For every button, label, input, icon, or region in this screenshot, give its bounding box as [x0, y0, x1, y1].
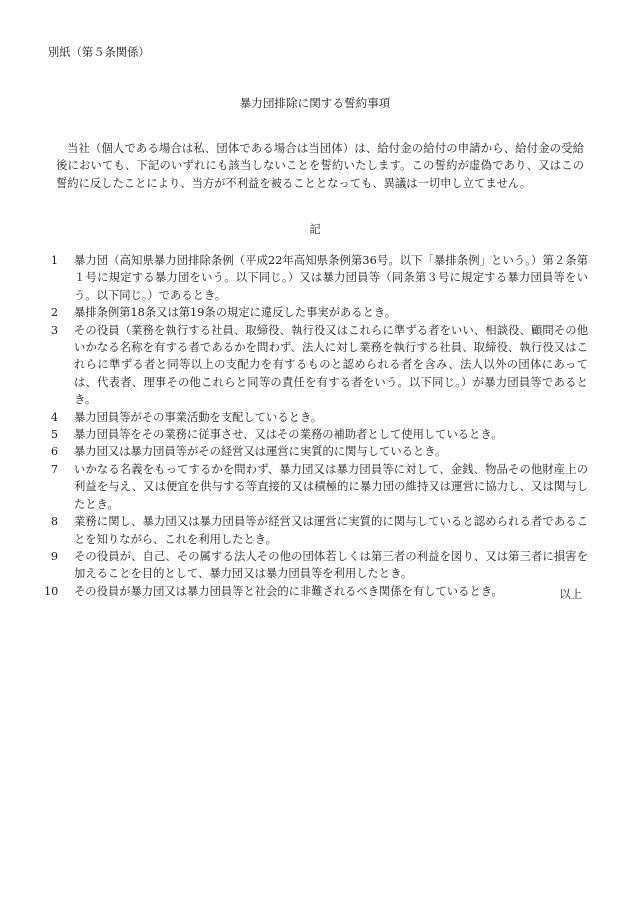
item-number: 8 — [50, 515, 58, 529]
pledge-intro-paragraph: 当社（個人である場合は私、団体である場合は当団体）は、給付金の給付の申請から、給付金の受給後においても、下記のいずれにも該当しないことを誓約いたします。この誓約が虚偽であり、又はこの誓約に反したことにより、当方が不利益を被ることとなっても、異議は一切申し立てません。 — [56, 142, 584, 190]
closing-ijo: 以上 — [559, 588, 582, 601]
appendix-label: 別紙（第５条関係） — [48, 46, 150, 59]
item-number: 9 — [50, 549, 58, 563]
pledge-item — [44, 583, 588, 600]
item-number: 4 — [50, 410, 58, 424]
item-text: 暴力団（高知県暴力団排除条例（平成22年高知県条例第36号。以下「暴排条例」という。）第２条第１号に規定する暴力団をいう。以下同じ。）又は暴力団員等（同条第３号に規定する暴力団員等をいう。以下同じ。）であるとき。 — [74, 254, 588, 302]
item-text: 暴力団員等をその業務に従事させ、又はその業務の補助者として使用しているとき。 — [74, 428, 503, 442]
pledge-item — [44, 548, 588, 583]
item-text: その役員（業務を執行する社員、取締役、執行役又はこれらに準ずる者をいい、相談役、顧問その他いかなる名称を有する者であるかを問わず、法人に対し業務を執行する社員、取締役、執行役又はこれらに準ずる者と同等以上の支配力を有するものと認められる者を含み、法人以外の団体にあっては、代表者、理事その他これらと同等の責任を有する者をいう。以下同じ。）が暴力団員等であるとき。 — [74, 323, 588, 407]
pledge-item — [44, 409, 588, 426]
pledge-item — [44, 461, 588, 513]
item-text: いかなる名義をもってするかを問わず、暴力団又は暴力団員等に対して、金銭、物品その他財産上の利益を与え、又は便宜を供与する等直接的又は積極的に暴力団の維持又は運営に協力し、又は関与したとき。 — [74, 462, 588, 511]
page-title: 暴力団排除に関する誓約事項 — [239, 96, 391, 110]
pledge-item — [44, 426, 588, 443]
item-number: 7 — [50, 462, 58, 476]
item-text: 暴力団又は暴力団員等がその経営又は運営に実質的に関与しているとき。 — [74, 445, 447, 459]
pledge-item — [44, 322, 588, 409]
item-number: 5 — [50, 428, 58, 442]
item-text: 暴力団員等がその事業活動を支配しているとき。 — [74, 410, 323, 424]
pledge-item — [44, 252, 588, 304]
pledge-item — [44, 304, 588, 321]
item-number: 10 — [44, 584, 59, 598]
item-number: 1 — [50, 254, 58, 267]
pledge-items-list — [44, 252, 588, 600]
pledge-item — [44, 443, 588, 460]
item-text: その役員が暴力団又は暴力団員等と社会的に非難されるべき関係を有しているとき。 — [74, 584, 503, 598]
item-text: 業務に関し、暴力団又は暴力団員等が経営又は運営に実質的に関与していると認められる者であることを知りながら、これを利用したとき。 — [74, 515, 588, 546]
pledge-item — [44, 513, 588, 548]
item-text: 暴排条例第18条又は第19条の規定に違反した事実があるとき。 — [74, 306, 397, 320]
item-number: 2 — [50, 306, 58, 320]
item-number: 3 — [50, 323, 58, 337]
item-number: 6 — [50, 445, 58, 459]
ki-heading: 記 — [309, 223, 321, 236]
item-text: その役員が、自己、その属する法人その他の団体若しくは第三者の利益を図り、又は第三者に損害を加えることを目的として、暴力団又は暴力団員等を利用したとき。 — [74, 549, 588, 581]
